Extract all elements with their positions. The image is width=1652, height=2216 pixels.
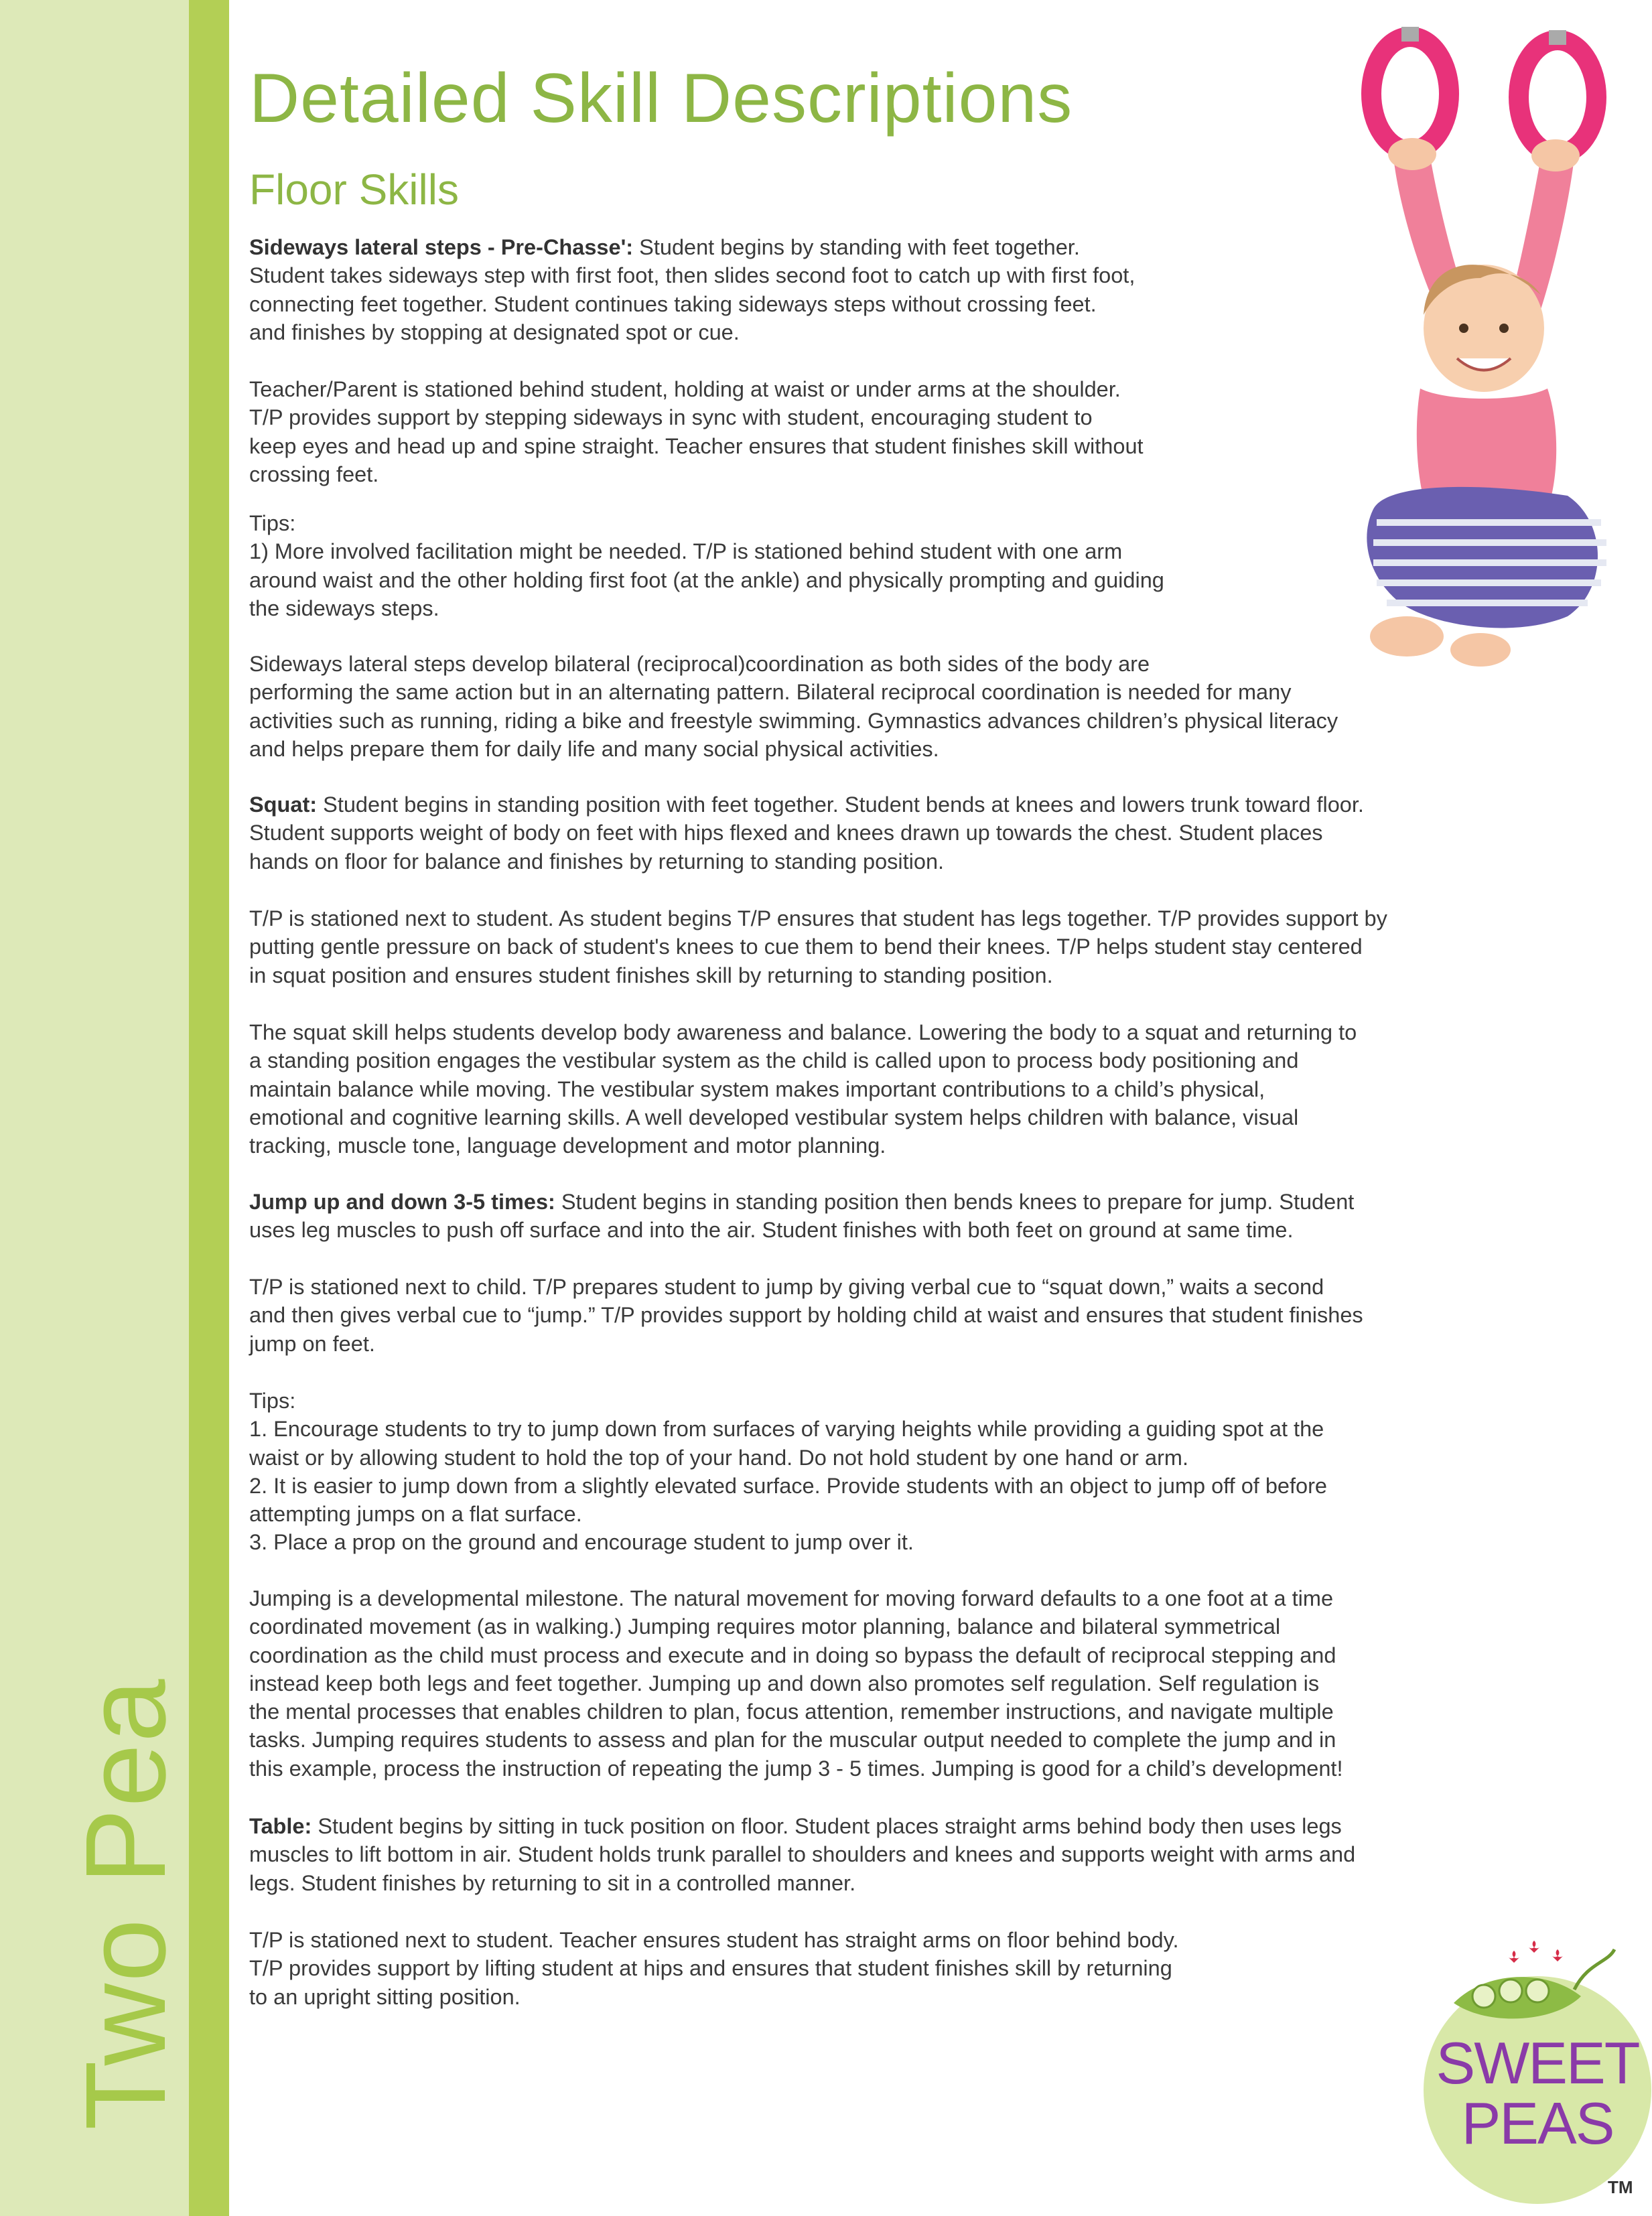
sidebar (0, 0, 189, 2216)
squat-benefit: The squat skill helps students develop body awareness and balance. Lowering the body to a squat and returning to a standing position engages the vestibular system as the child is called upon to process body positioning and maintain balance while moving. The vestibular system makes important contributions to a child’s physical, emotional and cognitive learning skills. A well developed vestibular system helps children with balance, visual tracking, muscle tone, language development and motor planning. (249, 1020, 1357, 1158)
squat-desc-text: Student begins in standing position with feet together. Student bends at knees and lowers trunk toward floor. Student supports weight of body on feet with hips flexed and knees drawn up towards the chest. Student places hands on floor for balance and finishes by returning to standing position. (249, 792, 1364, 874)
right-ring (1519, 40, 1596, 154)
jump-heading: Jump up and down 3-5 times: (249, 1190, 555, 1214)
page-title: Detailed Skill Descriptions (249, 60, 1073, 137)
section-title: Floor Skills (249, 165, 459, 214)
sidebar-band-dark (189, 0, 229, 2216)
logo-word-sweet: SWEET (1436, 2030, 1639, 2096)
jump-support: T/P is stationed next to child. T/P prepares student to jump by giving verbal cue to “squat down,” waits a second and then gives verbal cue to “jump.” T/P provides support by holding child at waist and ensures that student finishes jump on feet. (249, 1275, 1363, 1356)
squat-support: T/P is stationed next to student. As student begins T/P ensures that student has legs together. T/P provides support by putting gentle pressure on back of student's knees to cue them to bend their knees. T/P helps student stay centered in squat position and ensures student finishes skill by returning to standing position. (249, 906, 1387, 987)
trademark: TM (1608, 2177, 1633, 2197)
jump-benefit: Jumping is a developmental milestone. The natural movement for moving forward defaults to a one foot at a time coordinated movement (as in walking.) Jumping requires motor planning, balance and bilateral symmetrical coordination as the child must process and execute and in doing so bypass the default of reciprocal stepping and instead keep both legs and feet together. Jumping up and down also promotes self regulation. Self regulation is the mental processes that enables children to plan, focus attention, remember instructions, and navigate multiple tasks. Jumping requires students to assess and plan for the muscular output needed to complete the jump and in this example, process the instruction of repeating the jump 3 - 5 times. Jumping is good for a child’s development! (249, 1586, 1343, 1781)
jump-tips: Tips: 1. Encourage students to try to jump down from surfaces of varying heights while providing a guiding spot at the waist or by allowing student to hold the top of your hand. Do not hold student by one hand or arm. 2. It is easier to jump down from a slightly elevated surface. Provide students with an object to jump off of before attempting jumps on a flat surface. 3. Place a prop on the ground and encourage student to jump over it. (249, 1389, 1327, 1555)
squat-heading: Squat: (249, 792, 318, 817)
table-heading: Table: (249, 1814, 312, 1838)
sideways-benefit: Sideways lateral steps develop bilateral (reciprocal)coordination as both sides of the body are performing the same action but in an alternating pattern. Bilateral reciprocal coordination is needed for many activities such as running, riding a bike and freestyle swimming. Gymnastics advances children’s physical literacy and helps prepare them for daily life and many social physical activities. (249, 652, 1338, 761)
jump-description (249, 1188, 1616, 1245)
sidebar-label: Two Pea (62, 1677, 190, 2130)
striped-pants (1367, 487, 1606, 628)
sideways-heading: Sideways lateral steps - Pre-Chasse': (249, 235, 634, 259)
table-desc-text: Student begins by sitting in tuck position on floor. Student places straight arms behind body then uses legs muscles to lift bottom in air. Student holds trunk parallel to shoulders and knees and supports weight with arms and legs. Student finishes by returning to sit in a controlled manner. (249, 1814, 1356, 1895)
table-description (249, 1812, 1616, 1897)
logo-word-peas: PEAS (1461, 2090, 1614, 2156)
child-on-rings-photo (1347, 13, 1628, 683)
table-support: T/P is stationed next to student. Teacher ensures student has straight arms on floor behind body. T/P provides support by lifting student at hips and ensures that student finishes skill by returning to an upright sitting position. (249, 1928, 1179, 2009)
sideways-tips: Tips: 1) More involved facilitation might be needed. T/P is stationed behind student with one arm around waist and the other holding first foot (at the ankle) and physically prompting and guiding the sideways steps. (249, 511, 1164, 620)
sideways-desc-text: Student begins by standing with feet together. Student takes sideways step with first foot, then slides second foot to catch up with first foot, connecting feet together. Student continues taking sideways steps without crossing feet. and finishes by stopping at designated spot or cue. (249, 235, 1135, 344)
sideways-description (249, 233, 1348, 346)
sideways-support: Teacher/Parent is stationed behind student, holding at waist or under arms at the shoulder. T/P provides support by stepping sideways in sync with student, encouraging student to keep eyes and head up and spine straight. Teacher ensures that student finishes skill without crossing feet. (249, 377, 1144, 486)
squat-description (249, 790, 1616, 876)
jump-desc-text: Student begins in standing position then bends knees to prepare for jump. Student uses leg muscles to push off surface and into the air. Student finishes with both feet on ground at same time. (249, 1190, 1355, 1243)
left-ring (1371, 37, 1449, 151)
sweet-peas-logo (1414, 1889, 1652, 2204)
